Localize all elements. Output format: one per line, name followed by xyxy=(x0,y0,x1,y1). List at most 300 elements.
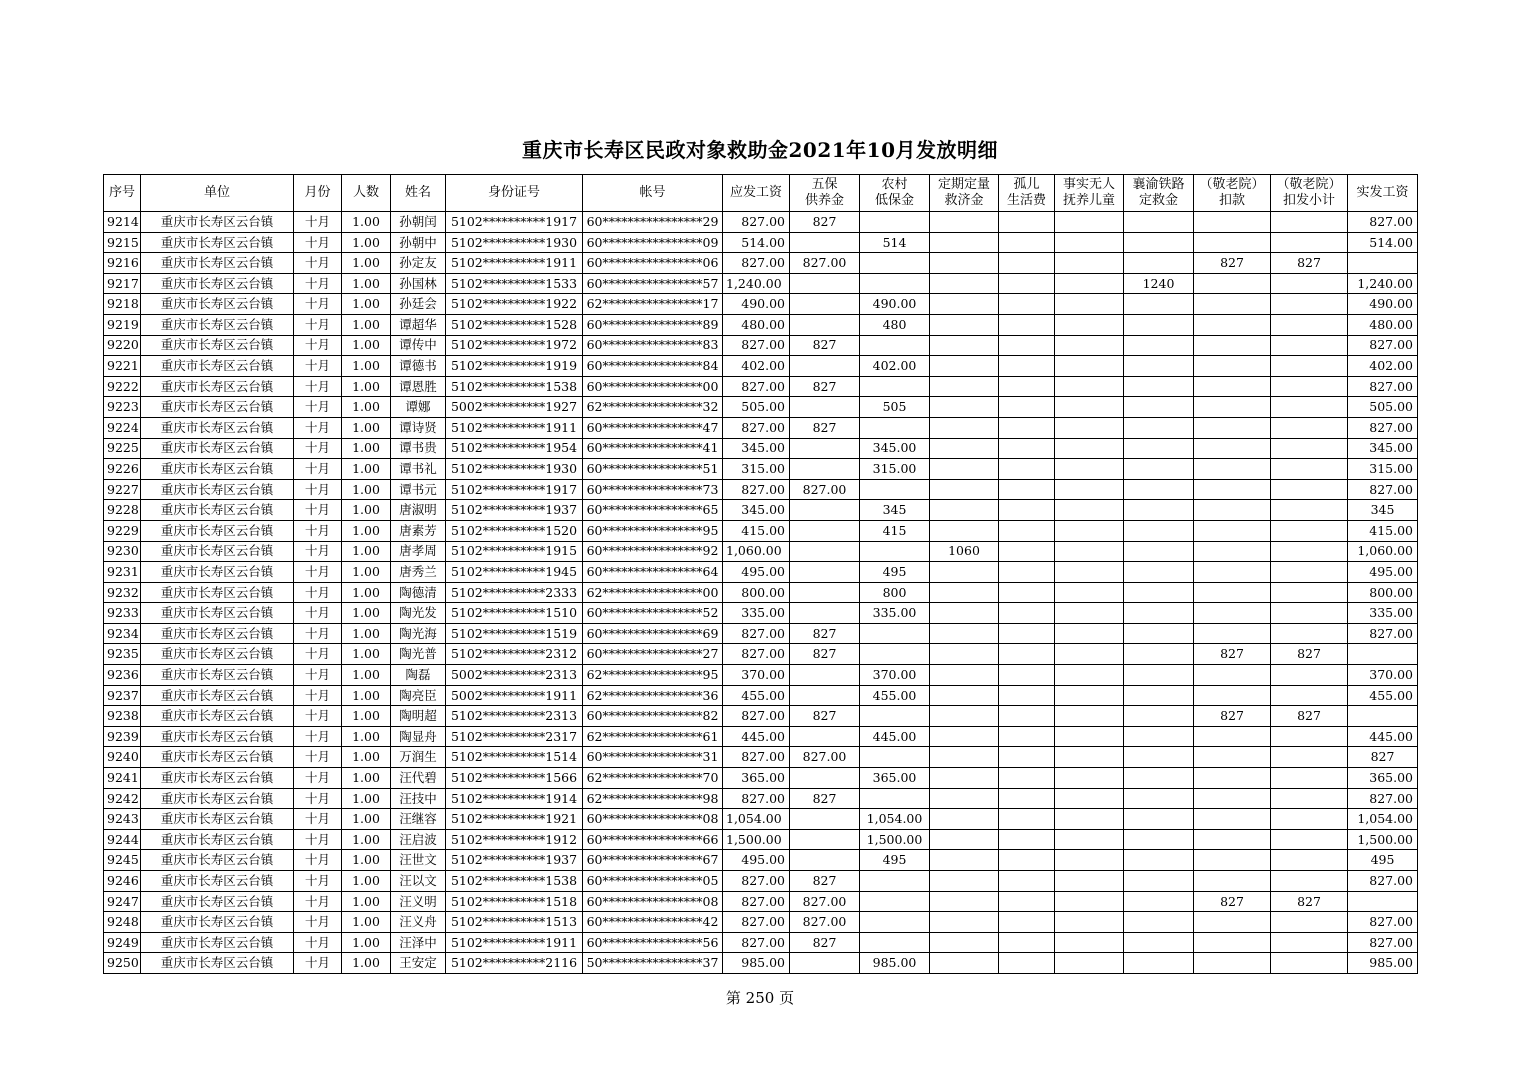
table-cell: 9215 xyxy=(104,232,141,253)
table-cell: 514 xyxy=(860,232,930,253)
table-cell xyxy=(790,232,860,253)
table-cell: 370.00 xyxy=(1348,665,1418,686)
table-cell: 孙廷会 xyxy=(391,294,446,315)
table-cell xyxy=(930,932,999,953)
table-cell xyxy=(1055,871,1124,892)
table-cell: 十月 xyxy=(294,603,342,624)
table-cell xyxy=(999,376,1055,397)
table-cell xyxy=(1055,438,1124,459)
table-row xyxy=(104,747,1418,768)
table-cell: 1.00 xyxy=(342,294,391,315)
table-cell: 重庆市长寿区云台镇 xyxy=(141,932,294,953)
table-cell: 5002**********2313 xyxy=(446,665,583,686)
table-cell xyxy=(999,768,1055,789)
table-cell: 9223 xyxy=(104,397,141,418)
table-cell xyxy=(1194,726,1271,747)
table-cell xyxy=(999,273,1055,294)
table-cell: 60****************56 xyxy=(583,932,723,953)
table-cell xyxy=(999,294,1055,315)
table-cell: 1.00 xyxy=(342,397,391,418)
table-cell xyxy=(930,809,999,830)
table-cell: 十月 xyxy=(294,273,342,294)
table-cell xyxy=(1194,685,1271,706)
table-cell: 1.00 xyxy=(342,665,391,686)
table-cell: 60****************95 xyxy=(583,520,723,541)
table-cell: 5102**********1914 xyxy=(446,788,583,809)
table-cell: 9250 xyxy=(104,953,141,974)
table-cell xyxy=(1271,953,1348,974)
table-cell: 827 xyxy=(790,932,860,953)
column-header: 定期定量 救济金 xyxy=(930,175,999,212)
table-cell xyxy=(1055,253,1124,274)
table-cell xyxy=(790,768,860,789)
table-cell xyxy=(860,788,930,809)
table-cell xyxy=(1055,500,1124,521)
table-cell xyxy=(1055,520,1124,541)
table-cell: 60****************52 xyxy=(583,603,723,624)
table-cell: 9249 xyxy=(104,932,141,953)
table-cell xyxy=(860,891,930,912)
table-cell: 重庆市长寿区云台镇 xyxy=(141,294,294,315)
table-cell: 1.00 xyxy=(342,500,391,521)
table-cell xyxy=(1271,871,1348,892)
table-cell: 重庆市长寿区云台镇 xyxy=(141,232,294,253)
table-cell xyxy=(999,541,1055,562)
table-cell xyxy=(1271,438,1348,459)
table-cell xyxy=(1271,500,1348,521)
table-cell: 827.00 xyxy=(1348,212,1418,233)
table-cell: 9233 xyxy=(104,603,141,624)
table-cell xyxy=(790,562,860,583)
table-cell xyxy=(1194,356,1271,377)
page-title: 重庆市长寿区民政对象救助金2021年10月发放明细 xyxy=(522,138,998,162)
table-row xyxy=(104,850,1418,871)
table-cell: 重庆市长寿区云台镇 xyxy=(141,562,294,583)
table-cell xyxy=(1271,562,1348,583)
table-cell xyxy=(1055,891,1124,912)
table-cell: 1.00 xyxy=(342,953,391,974)
table-cell: 1.00 xyxy=(342,335,391,356)
table-cell: 1.00 xyxy=(342,314,391,335)
table-cell: 315.00 xyxy=(723,459,790,480)
table-cell: 505 xyxy=(860,397,930,418)
table-cell: 5102**********1566 xyxy=(446,768,583,789)
table-row xyxy=(104,685,1418,706)
table-cell xyxy=(999,788,1055,809)
table-cell: 5102**********1911 xyxy=(446,417,583,438)
table-cell xyxy=(1271,726,1348,747)
table-cell: 十月 xyxy=(294,500,342,521)
table-cell: 60****************08 xyxy=(583,891,723,912)
column-header: 身份证号 xyxy=(446,175,583,212)
table-cell: 827.00 xyxy=(723,623,790,644)
table-cell: 9214 xyxy=(104,212,141,233)
table-cell: 十月 xyxy=(294,541,342,562)
table-cell: 汪代碧 xyxy=(391,768,446,789)
table-cell xyxy=(860,479,930,500)
table-cell xyxy=(1348,891,1418,912)
table-cell: 十月 xyxy=(294,438,342,459)
table-cell xyxy=(930,356,999,377)
table-cell xyxy=(1271,479,1348,500)
table-cell xyxy=(860,212,930,233)
table-cell xyxy=(790,850,860,871)
table-cell xyxy=(1271,417,1348,438)
table-cell: 5102**********1937 xyxy=(446,500,583,521)
table-cell: 345.00 xyxy=(1348,438,1418,459)
table-cell xyxy=(930,459,999,480)
table-cell: 9241 xyxy=(104,768,141,789)
table-cell: 5102**********1510 xyxy=(446,603,583,624)
table-cell: 5102**********1945 xyxy=(446,562,583,583)
table-cell: 9246 xyxy=(104,871,141,892)
table-cell: 505.00 xyxy=(1348,397,1418,418)
table-cell: 十月 xyxy=(294,294,342,315)
table-cell: 十月 xyxy=(294,212,342,233)
table-row xyxy=(104,500,1418,521)
column-header: （敬老院） 扣款 xyxy=(1194,175,1271,212)
table-cell: 480 xyxy=(860,314,930,335)
table-cell xyxy=(860,623,930,644)
table-cell xyxy=(1124,397,1194,418)
table-row xyxy=(104,706,1418,727)
table-cell: 十月 xyxy=(294,314,342,335)
table-row xyxy=(104,314,1418,335)
table-cell: 汪义明 xyxy=(391,891,446,912)
table-cell: 十月 xyxy=(294,623,342,644)
table-cell xyxy=(1124,644,1194,665)
table-cell xyxy=(999,891,1055,912)
table-cell: 495.00 xyxy=(723,850,790,871)
table-cell: 1.00 xyxy=(342,932,391,953)
table-cell: 402.00 xyxy=(1348,356,1418,377)
table-cell: 60****************84 xyxy=(583,356,723,377)
table-cell: 445.00 xyxy=(860,726,930,747)
table-cell: 十月 xyxy=(294,376,342,397)
column-header: 姓名 xyxy=(391,175,446,212)
table-cell xyxy=(790,953,860,974)
table-cell xyxy=(930,232,999,253)
table-cell xyxy=(1271,273,1348,294)
table-cell: 985.00 xyxy=(1348,953,1418,974)
table-cell: 800 xyxy=(860,582,930,603)
table-cell xyxy=(930,953,999,974)
table-cell: 402.00 xyxy=(860,356,930,377)
table-cell xyxy=(1271,314,1348,335)
table-cell xyxy=(999,438,1055,459)
table-cell: 十月 xyxy=(294,253,342,274)
table-cell xyxy=(999,253,1055,274)
table-cell: 60****************69 xyxy=(583,623,723,644)
table-row xyxy=(104,891,1418,912)
column-header: 单位 xyxy=(141,175,294,212)
table-cell xyxy=(999,582,1055,603)
table-cell xyxy=(790,603,860,624)
table-cell xyxy=(1271,932,1348,953)
table-cell: 5102**********1954 xyxy=(446,438,583,459)
table-cell: 5002**********1911 xyxy=(446,685,583,706)
table-cell xyxy=(790,520,860,541)
table-cell: 827.00 xyxy=(723,335,790,356)
table-cell: 514.00 xyxy=(1348,232,1418,253)
table-cell: 1.00 xyxy=(342,376,391,397)
table-cell xyxy=(1194,829,1271,850)
table-cell xyxy=(1124,912,1194,933)
table-cell: 62****************36 xyxy=(583,685,723,706)
table-cell: 60****************27 xyxy=(583,644,723,665)
table-cell: 5102**********2333 xyxy=(446,582,583,603)
table-cell xyxy=(1271,912,1348,933)
table-cell: 1.00 xyxy=(342,891,391,912)
table-cell: 345.00 xyxy=(723,500,790,521)
table-cell: 335.00 xyxy=(1348,603,1418,624)
table-cell: 827.00 xyxy=(723,871,790,892)
table-cell: 9237 xyxy=(104,685,141,706)
table-cell xyxy=(1124,829,1194,850)
table-cell: 重庆市长寿区云台镇 xyxy=(141,623,294,644)
table-cell xyxy=(999,335,1055,356)
table-cell: 62****************32 xyxy=(583,397,723,418)
table-cell xyxy=(1055,479,1124,500)
table-cell: 重庆市长寿区云台镇 xyxy=(141,500,294,521)
table-cell: 827 xyxy=(1271,706,1348,727)
table-cell: 十月 xyxy=(294,726,342,747)
table-cell: 陶明超 xyxy=(391,706,446,727)
table-cell: 十月 xyxy=(294,520,342,541)
table-cell xyxy=(1271,809,1348,830)
table-cell xyxy=(1124,747,1194,768)
table-cell xyxy=(1055,212,1124,233)
table-cell: 9238 xyxy=(104,706,141,727)
table-cell: 415 xyxy=(860,520,930,541)
table-cell xyxy=(1124,850,1194,871)
table-cell xyxy=(1194,788,1271,809)
table-row xyxy=(104,479,1418,500)
table-cell: 60****************41 xyxy=(583,438,723,459)
table-cell: 455.00 xyxy=(1348,685,1418,706)
table-row xyxy=(104,459,1418,480)
table-cell: 陶光发 xyxy=(391,603,446,624)
table-cell: 827.00 xyxy=(1348,912,1418,933)
table-cell xyxy=(1194,871,1271,892)
table-cell: 505.00 xyxy=(723,397,790,418)
table-cell xyxy=(930,603,999,624)
table-cell: 十月 xyxy=(294,417,342,438)
table-cell: 495 xyxy=(1348,850,1418,871)
table-cell: 335.00 xyxy=(860,603,930,624)
column-header: 序号 xyxy=(104,175,141,212)
table-cell: 十月 xyxy=(294,953,342,974)
table-cell: 445.00 xyxy=(1348,726,1418,747)
table-row xyxy=(104,438,1418,459)
table-cell xyxy=(790,726,860,747)
table-cell: 5102**********1513 xyxy=(446,912,583,933)
table-cell xyxy=(1055,335,1124,356)
table-cell: 827 xyxy=(1194,706,1271,727)
table-cell xyxy=(1194,932,1271,953)
table-cell xyxy=(1055,623,1124,644)
table-cell: 重庆市长寿区云台镇 xyxy=(141,356,294,377)
table-cell: 十月 xyxy=(294,829,342,850)
table-cell xyxy=(1271,356,1348,377)
table-cell xyxy=(999,520,1055,541)
table-cell xyxy=(1055,829,1124,850)
table-cell: 62****************17 xyxy=(583,294,723,315)
table-cell: 9242 xyxy=(104,788,141,809)
table-row xyxy=(104,953,1418,974)
table-cell: 1,500.00 xyxy=(860,829,930,850)
table-cell xyxy=(790,829,860,850)
table-cell: 十月 xyxy=(294,809,342,830)
table-cell: 1.00 xyxy=(342,768,391,789)
table-cell: 1240 xyxy=(1124,273,1194,294)
page-number: 第 250 页 xyxy=(725,989,795,1007)
table-cell xyxy=(930,768,999,789)
table-cell xyxy=(1055,314,1124,335)
table-cell xyxy=(1124,953,1194,974)
table-cell xyxy=(1055,376,1124,397)
table-cell: 345.00 xyxy=(723,438,790,459)
table-cell: 王安定 xyxy=(391,953,446,974)
table-cell: 1.00 xyxy=(342,541,391,562)
table-cell xyxy=(1271,850,1348,871)
table-cell: 60****************83 xyxy=(583,335,723,356)
table-cell: 827.00 xyxy=(723,891,790,912)
table-cell: 60****************29 xyxy=(583,212,723,233)
table-cell xyxy=(1194,273,1271,294)
table-cell: 9232 xyxy=(104,582,141,603)
table-cell: 1,060.00 xyxy=(1348,541,1418,562)
table-cell: 415.00 xyxy=(1348,520,1418,541)
table-cell: 汪启波 xyxy=(391,829,446,850)
table-cell xyxy=(999,871,1055,892)
table-cell xyxy=(930,438,999,459)
table-cell xyxy=(1194,541,1271,562)
table-cell: 9229 xyxy=(104,520,141,541)
table-cell: 827 xyxy=(790,644,860,665)
table-cell: 十月 xyxy=(294,232,342,253)
table-cell xyxy=(930,417,999,438)
table-cell xyxy=(790,273,860,294)
table-cell: 985.00 xyxy=(723,953,790,974)
table-cell xyxy=(1124,212,1194,233)
table-cell: 827 xyxy=(790,212,860,233)
table-cell: 827 xyxy=(1348,747,1418,768)
table-cell xyxy=(1271,520,1348,541)
table-cell xyxy=(1271,212,1348,233)
table-cell: 5102**********1937 xyxy=(446,850,583,871)
table-cell xyxy=(860,912,930,933)
table-cell: 重庆市长寿区云台镇 xyxy=(141,603,294,624)
table-cell: 1,240.00 xyxy=(723,273,790,294)
table-cell: 重庆市长寿区云台镇 xyxy=(141,582,294,603)
table-cell xyxy=(999,850,1055,871)
table-cell: 重庆市长寿区云台镇 xyxy=(141,335,294,356)
table-cell xyxy=(790,438,860,459)
table-cell: 345 xyxy=(860,500,930,521)
table-cell: 827 xyxy=(1194,891,1271,912)
table-cell: 827.00 xyxy=(1348,335,1418,356)
table-cell: 365.00 xyxy=(860,768,930,789)
table-cell: 重庆市长寿区云台镇 xyxy=(141,850,294,871)
table-cell xyxy=(1271,829,1348,850)
table-cell xyxy=(930,829,999,850)
table-cell: 汪技中 xyxy=(391,788,446,809)
table-cell: 1.00 xyxy=(342,809,391,830)
table-cell xyxy=(930,685,999,706)
table-cell: 1.00 xyxy=(342,438,391,459)
table-cell: 9228 xyxy=(104,500,141,521)
table-row xyxy=(104,232,1418,253)
table-cell xyxy=(1271,623,1348,644)
table-cell xyxy=(999,500,1055,521)
table-cell: 60****************73 xyxy=(583,479,723,500)
table-cell xyxy=(860,932,930,953)
table-cell: 9226 xyxy=(104,459,141,480)
table-cell xyxy=(930,912,999,933)
table-cell: 1.00 xyxy=(342,603,391,624)
table-row xyxy=(104,356,1418,377)
table-cell: 重庆市长寿区云台镇 xyxy=(141,417,294,438)
table-cell xyxy=(999,603,1055,624)
table-cell: 重庆市长寿区云台镇 xyxy=(141,788,294,809)
table-cell xyxy=(999,953,1055,974)
table-cell: 陶亮臣 xyxy=(391,685,446,706)
table-cell: 5102**********1911 xyxy=(446,932,583,953)
table-cell: 十月 xyxy=(294,356,342,377)
table-cell: 5102**********1514 xyxy=(446,747,583,768)
table-cell xyxy=(1271,747,1348,768)
table-cell: 重庆市长寿区云台镇 xyxy=(141,871,294,892)
table-cell: 827.00 xyxy=(723,212,790,233)
table-cell: 60****************05 xyxy=(583,871,723,892)
table-cell xyxy=(930,335,999,356)
table-cell xyxy=(1124,294,1194,315)
table-cell: 827.00 xyxy=(1348,376,1418,397)
table-cell: 827.00 xyxy=(790,912,860,933)
table-cell xyxy=(790,541,860,562)
table-cell: 415.00 xyxy=(723,520,790,541)
table-cell xyxy=(1194,500,1271,521)
table-cell xyxy=(1348,644,1418,665)
table-cell xyxy=(1194,376,1271,397)
table-cell xyxy=(999,232,1055,253)
table-cell xyxy=(930,726,999,747)
table-cell: 十月 xyxy=(294,459,342,480)
table-cell: 谭恩胜 xyxy=(391,376,446,397)
table-cell xyxy=(999,212,1055,233)
table-cell xyxy=(1194,294,1271,315)
table-cell xyxy=(1055,273,1124,294)
table-cell: 唐淑明 xyxy=(391,500,446,521)
table-cell xyxy=(1271,582,1348,603)
table-cell xyxy=(1055,603,1124,624)
table-cell xyxy=(860,747,930,768)
table-cell: 60****************08 xyxy=(583,809,723,830)
table-cell: 重庆市长寿区云台镇 xyxy=(141,397,294,418)
table-cell: 9216 xyxy=(104,253,141,274)
table-cell: 370.00 xyxy=(723,665,790,686)
table-cell: 60****************31 xyxy=(583,747,723,768)
table-cell: 827 xyxy=(1271,891,1348,912)
table-cell: 十月 xyxy=(294,644,342,665)
table-cell: 重庆市长寿区云台镇 xyxy=(141,685,294,706)
table-cell: 495.00 xyxy=(723,562,790,583)
table-cell: 十月 xyxy=(294,582,342,603)
table-cell: 9217 xyxy=(104,273,141,294)
table-cell: 1.00 xyxy=(342,788,391,809)
table-cell: 1,500.00 xyxy=(1348,829,1418,850)
